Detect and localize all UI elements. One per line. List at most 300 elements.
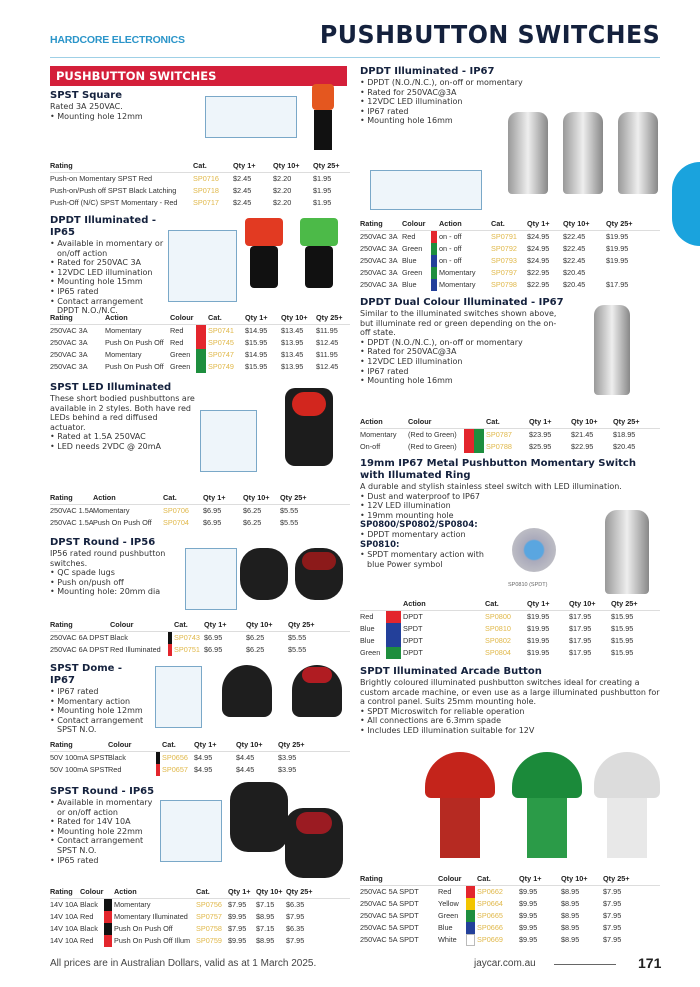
table-cell: $9.95 xyxy=(519,923,538,932)
feature-item: • Rated for 250VAC@3A xyxy=(360,88,540,98)
table-cell: $1.95 xyxy=(313,198,332,207)
table-cell: $22.45 xyxy=(563,244,586,253)
table-cell: $2.45 xyxy=(233,186,252,195)
feature-item: • Mounting hole 16mm xyxy=(360,376,565,386)
table-cell: 250VAC 3A xyxy=(360,256,398,265)
colour-swatch xyxy=(466,910,475,922)
table-cell: Red Illuminated xyxy=(110,645,161,654)
table-cell: 250VAC 1.5A xyxy=(50,506,94,515)
table-cell: $5.55 xyxy=(280,518,299,527)
model-subheading: SP0800/SP0802/SP0804: xyxy=(360,520,478,531)
product-photo-red xyxy=(245,218,283,246)
column-header: Rating xyxy=(360,219,383,228)
colour-swatch xyxy=(168,644,172,656)
product-section-spst-dome xyxy=(50,663,150,735)
catalogue-number[interactable]: SP0662 xyxy=(477,887,503,896)
table-cell: $2.45 xyxy=(233,174,252,183)
table-cell: Red xyxy=(80,912,94,921)
feature-item: • All connections are 6.3mm spade xyxy=(360,716,660,726)
table-cell: $7.95 xyxy=(286,912,305,921)
catalogue-number[interactable]: SP0757 xyxy=(196,912,222,921)
table-cell: Blue xyxy=(402,280,417,289)
colour-swatch xyxy=(464,429,484,441)
table-cell: $15.95 xyxy=(245,338,268,347)
table-cell: Push On Push Off xyxy=(114,924,173,933)
section-title: SPST Square xyxy=(50,90,122,101)
column-header xyxy=(464,416,486,428)
catalogue-number[interactable]: SP0745 xyxy=(208,338,234,347)
table-cell: $8.95 xyxy=(561,899,580,908)
section-title: SPDT Illuminated Arcade Button xyxy=(360,666,542,677)
table-row[interactable] xyxy=(50,197,350,209)
feature-item: • Momentary action xyxy=(50,697,150,707)
column-header: Rating xyxy=(50,493,73,502)
table-row[interactable] xyxy=(360,429,660,441)
table-cell: Momentary xyxy=(360,430,397,439)
page-tab-marker xyxy=(672,162,700,246)
catalogue-number[interactable]: SP0759 xyxy=(196,936,222,945)
product-photo-arcade-body xyxy=(607,798,647,858)
table-header-row xyxy=(50,492,350,505)
table-cell: Momentary xyxy=(114,900,151,909)
table-cell: $5.55 xyxy=(288,645,307,654)
table-cell: $6.35 xyxy=(286,924,305,933)
table-cell: Push On Push Off xyxy=(105,338,164,347)
table-cell: $17.95 xyxy=(569,624,592,633)
product-section-dpdt-dual xyxy=(360,297,565,386)
table-row[interactable] xyxy=(360,898,660,910)
product-photo-body xyxy=(314,110,332,150)
column-header: Qty 25+ xyxy=(288,620,315,629)
table-cell: $25.95 xyxy=(529,442,552,451)
catalogue-number[interactable]: SP0704 xyxy=(163,518,189,527)
feature-item: • DPDT (N.O./N.C.), on-off or momentary xyxy=(360,78,540,88)
table-cell: Black xyxy=(110,633,128,642)
section-title: DPDT Illuminated - IP67 xyxy=(360,66,495,77)
column-header: Qty 25+ xyxy=(603,874,630,883)
product-photo-body xyxy=(305,246,333,288)
table-header-row xyxy=(360,873,660,886)
catalogue-number[interactable]: SP0656 xyxy=(162,753,188,762)
table-cell: DPDT xyxy=(403,648,423,657)
table-cell: $8.95 xyxy=(561,935,580,944)
feature-list xyxy=(360,550,500,569)
product-photo-led-cap xyxy=(292,392,326,416)
feature-item: • 19mm mounting hole xyxy=(360,511,500,521)
column-header: Qty 10+ xyxy=(571,417,598,426)
price-table xyxy=(360,218,660,291)
table-cell: Red xyxy=(108,765,122,774)
table-cell: $13.95 xyxy=(281,338,304,347)
catalogue-number[interactable]: SP0788 xyxy=(486,442,512,451)
column-header xyxy=(104,886,114,898)
product-photo-black-round xyxy=(230,782,288,852)
section-description: Rated 3A 250VAC. xyxy=(50,102,123,111)
catalogue-number[interactable]: SP0758 xyxy=(196,924,222,933)
table-row[interactable] xyxy=(360,934,660,946)
price-table xyxy=(50,160,350,209)
table-cell: Yellow xyxy=(438,899,459,908)
table-cell: Momentary xyxy=(439,280,476,289)
dimension-diagram xyxy=(205,96,297,138)
feature-item: • Contact arrangement SPST N.O. xyxy=(50,836,155,855)
table-cell: on - off xyxy=(439,244,462,253)
column-header: Qty 10+ xyxy=(236,740,263,749)
table-cell: $6.25 xyxy=(246,645,265,654)
column-header: Qty 1+ xyxy=(519,874,542,883)
column-header: Cat. xyxy=(491,219,505,228)
table-cell: $15.95 xyxy=(611,612,634,621)
column-header: Qty 10+ xyxy=(243,493,270,502)
table-cell: $13.45 xyxy=(281,350,304,359)
colour-swatch xyxy=(464,441,484,453)
feature-item: • Includes LED illumination suitable for 12V xyxy=(360,726,660,736)
table-cell: $7.95 xyxy=(603,887,622,896)
table-cell: $6.25 xyxy=(243,506,262,515)
section-description: These short bodied pushbuttons are available in 2 styles. Both have red LEDs behind a red diffused actuator. xyxy=(50,394,195,432)
table-cell: $19.95 xyxy=(606,244,629,253)
catalogue-number[interactable]: SP0787 xyxy=(486,430,512,439)
catalogue-number[interactable]: SP0706 xyxy=(163,506,189,515)
feature-list xyxy=(50,432,195,451)
table-cell: $4.95 xyxy=(194,753,213,762)
website-link[interactable]: jaycar.com.au xyxy=(474,958,536,969)
table-row[interactable] xyxy=(50,185,350,197)
table-row[interactable] xyxy=(50,935,350,947)
table-cell: Blue xyxy=(438,923,453,932)
table-row[interactable] xyxy=(360,255,660,267)
catalogue-number[interactable]: SP0666 xyxy=(477,923,503,932)
table-row[interactable] xyxy=(360,231,660,243)
feature-item: • SPDT Microswitch for reliable operation xyxy=(360,707,660,717)
catalogue-number[interactable]: SP0747 xyxy=(208,350,234,359)
table-cell: $22.95 xyxy=(527,280,550,289)
feature-list xyxy=(360,707,660,736)
table-cell: DPDT xyxy=(403,612,423,621)
table-cell: 250VAC 6A DPST xyxy=(50,645,109,654)
table-cell: $19.95 xyxy=(527,648,550,657)
table-cell: $15.95 xyxy=(611,648,634,657)
table-row[interactable] xyxy=(50,173,350,185)
catalogue-number[interactable]: SP0792 xyxy=(491,244,517,253)
catalogue-number[interactable]: SP0749 xyxy=(208,362,234,371)
catalogue-number[interactable]: SP0798 xyxy=(491,280,517,289)
catalogue-number[interactable]: SP0743 xyxy=(174,633,200,642)
table-cell: $11.95 xyxy=(316,326,338,335)
feature-item: • SPDT momentary action with blue Power symbol xyxy=(360,550,500,569)
table-row[interactable] xyxy=(360,279,660,291)
product-section-spst-led xyxy=(50,382,195,452)
colour-swatch xyxy=(196,337,206,349)
table-header-row xyxy=(50,312,350,325)
column-header: Cat. xyxy=(486,417,500,426)
price-table xyxy=(360,873,660,946)
table-cell: 250VAC 3A xyxy=(50,350,88,359)
table-cell: (Red to Green) xyxy=(408,430,457,439)
column-header xyxy=(431,218,439,230)
column-header: Colour xyxy=(408,417,432,426)
table-cell: $22.45 xyxy=(563,232,586,241)
page-number: 171 xyxy=(638,955,662,971)
table-row[interactable] xyxy=(360,441,660,453)
feature-item: • Mounting hole 12mm xyxy=(50,112,200,122)
catalogue-number[interactable]: SP0657 xyxy=(162,765,188,774)
catalogue-number[interactable]: SP0751 xyxy=(174,645,200,654)
colour-swatch xyxy=(386,623,401,635)
column-header: Qty 25+ xyxy=(286,887,313,896)
feature-item: • 12VDC LED illumination xyxy=(360,357,565,367)
table-cell: $15.95 xyxy=(611,636,634,645)
feature-list xyxy=(50,568,175,597)
product-section-spst-square xyxy=(50,90,200,121)
product-section-dpdt-ip65 xyxy=(50,215,165,316)
feature-item: • IP65 rated xyxy=(50,856,155,866)
table-cell: $24.95 xyxy=(527,256,550,265)
table-cell: $18.95 xyxy=(613,430,636,439)
table-cell: $19.95 xyxy=(606,232,629,241)
table-cell: $7.15 xyxy=(256,924,275,933)
table-cell: $17.95 xyxy=(569,648,592,657)
product-section-dpst-round xyxy=(50,537,175,597)
table-cell: $4.45 xyxy=(236,753,255,762)
feature-item: • Mounting hole 16mm xyxy=(360,116,540,126)
section-description: Similar to the illuminated switches shown above, but illuminate red or green depending on the on-off state. xyxy=(360,309,557,338)
product-section-metal-19mm xyxy=(360,458,660,588)
column-header: Qty 10+ xyxy=(281,313,308,322)
feature-item: • DPDT (N.O./N.C.), on-off or momentary xyxy=(360,338,565,348)
column-header: Qty 1+ xyxy=(527,599,550,608)
colour-swatch xyxy=(431,267,437,279)
table-row[interactable] xyxy=(50,517,350,529)
catalogue-number[interactable]: SP0718 xyxy=(193,186,219,195)
table-row[interactable] xyxy=(360,635,660,647)
catalogue-number[interactable]: SP0664 xyxy=(477,899,503,908)
feature-item: • Mounting hole 12mm xyxy=(50,706,150,716)
table-row[interactable] xyxy=(50,764,350,776)
table-cell: $9.95 xyxy=(519,899,538,908)
catalogue-number[interactable]: SP0800 xyxy=(485,612,511,621)
table-header-row xyxy=(360,598,660,611)
table-row[interactable] xyxy=(360,623,660,635)
catalogue-number[interactable]: SP0665 xyxy=(477,911,503,920)
product-photo-arcade-body xyxy=(527,798,567,858)
table-cell xyxy=(606,267,646,279)
table-cell: $7.95 xyxy=(286,936,305,945)
dimension-diagram xyxy=(168,230,237,302)
table-cell: $2.20 xyxy=(273,186,292,195)
table-cell: On-off xyxy=(360,442,381,451)
table-cell: $7.95 xyxy=(603,923,622,932)
column-header xyxy=(360,598,386,610)
table-cell: $6.95 xyxy=(204,645,223,654)
section-title: SPST LED Illuminated xyxy=(50,382,172,393)
table-cell: $7.95 xyxy=(603,911,622,920)
table-cell: $22.95 xyxy=(527,268,550,277)
table-row[interactable] xyxy=(360,267,660,279)
table-row[interactable] xyxy=(50,325,350,337)
table-row[interactable] xyxy=(50,923,350,935)
table-row[interactable] xyxy=(360,910,660,922)
column-header: Rating xyxy=(50,161,73,170)
product-section-spst-round-ip65 xyxy=(50,786,155,865)
table-cell: $12.45 xyxy=(316,338,339,347)
column-header: Colour xyxy=(80,887,104,896)
table-row[interactable] xyxy=(50,911,350,923)
table-row[interactable] xyxy=(50,644,350,656)
table-cell: $2.45 xyxy=(233,198,252,207)
colour-swatch xyxy=(466,922,475,934)
product-photo-black-dome xyxy=(222,665,272,717)
model-subheading: SP0810: xyxy=(360,539,400,550)
table-row[interactable] xyxy=(360,647,660,659)
table-row[interactable] xyxy=(50,505,350,517)
colour-swatch xyxy=(431,279,437,291)
section-description: IP56 rated round pushbutton switches. xyxy=(50,549,166,568)
colour-swatch xyxy=(386,635,401,647)
colour-swatch xyxy=(196,325,206,337)
table-cell: Blue xyxy=(360,636,375,645)
table-cell: $4.95 xyxy=(194,765,213,774)
table-row[interactable] xyxy=(360,611,660,623)
feature-list xyxy=(50,687,150,735)
table-cell: Blue xyxy=(402,256,417,265)
price-note: All prices are in Australian Dollars, valid as at 1 March 2025. xyxy=(50,958,317,969)
page-title: PUSHBUTTON SWITCHES xyxy=(319,20,660,49)
table-cell: $19.95 xyxy=(527,636,550,645)
column-header: Qty 25+ xyxy=(280,493,307,502)
table-cell: $1.95 xyxy=(313,174,332,183)
table-cell: Green xyxy=(170,350,191,359)
table-row[interactable] xyxy=(360,886,660,898)
section-title: 19mm IP67 Metal Pushbutton Momentary Switch with Illumated Ring xyxy=(360,458,636,481)
column-header: Rating xyxy=(50,740,73,749)
table-cell: on - off xyxy=(439,256,462,265)
feature-item: • Available in momentary or on/off action xyxy=(50,239,165,258)
catalogue-number[interactable]: SP0669 xyxy=(477,935,503,944)
colour-swatch xyxy=(466,934,475,946)
product-photo-green xyxy=(300,218,338,246)
feature-item: • 12VDC LED illumination xyxy=(50,268,165,278)
table-cell: Black xyxy=(80,900,98,909)
catalogue-number[interactable]: SP0810 xyxy=(485,624,511,633)
table-cell: $19.95 xyxy=(606,256,629,265)
feature-item: • LED needs 2VDC @ 20mA xyxy=(50,442,195,452)
colour-swatch xyxy=(466,898,475,910)
section-title: DPST Round - IP56 xyxy=(50,537,156,548)
table-cell: $12.45 xyxy=(316,362,339,371)
catalogue-number[interactable]: SP0756 xyxy=(196,900,222,909)
table-cell: 250VAC 3A xyxy=(360,232,398,241)
catalogue-number[interactable]: SP0717 xyxy=(193,198,219,207)
column-header: Cat. xyxy=(174,620,188,629)
table-row[interactable] xyxy=(360,243,660,255)
table-cell: $20.45 xyxy=(563,280,586,289)
table-header-row xyxy=(360,218,660,231)
catalogue-number[interactable]: SP0791 xyxy=(491,232,517,241)
table-cell: 250VAC 5A SPDT xyxy=(360,887,419,896)
column-header: Qty 10+ xyxy=(256,887,283,896)
column-header: Action xyxy=(105,313,128,322)
column-header: Cat. xyxy=(193,161,207,170)
column-header: Rating xyxy=(360,874,383,883)
table-row[interactable] xyxy=(360,922,660,934)
column-header: Rating xyxy=(50,620,73,629)
feature-item: • Rated for 250VAC 3A xyxy=(50,258,165,268)
table-cell: $6.25 xyxy=(243,518,262,527)
table-row[interactable] xyxy=(50,337,350,349)
table-cell: Black xyxy=(80,924,98,933)
table-row[interactable] xyxy=(50,361,350,373)
colour-swatch xyxy=(156,752,160,764)
price-table xyxy=(50,739,350,776)
feature-item: • QC spade lugs xyxy=(50,568,175,578)
table-header-row xyxy=(50,739,350,752)
column-header: Qty 1+ xyxy=(233,161,256,170)
catalogue-number[interactable]: SP0804 xyxy=(485,648,511,657)
table-row[interactable] xyxy=(50,899,350,911)
table-cell: $19.95 xyxy=(527,624,550,633)
catalogue-number[interactable]: SP0741 xyxy=(208,326,234,335)
column-header: Colour xyxy=(438,874,462,883)
feature-item: • Rated at 1.5A 250VAC xyxy=(50,432,195,442)
table-row[interactable] xyxy=(50,632,350,644)
column-header: Qty 25+ xyxy=(606,219,633,228)
table-cell: $7.95 xyxy=(603,935,622,944)
column-header: Qty 1+ xyxy=(228,887,251,896)
table-cell: Red xyxy=(438,887,452,896)
colour-swatch xyxy=(386,611,401,623)
product-section-arcade xyxy=(360,666,660,736)
table-cell: $4.45 xyxy=(236,765,255,774)
table-row[interactable] xyxy=(50,349,350,361)
table-cell: Red xyxy=(360,612,374,621)
colour-swatch xyxy=(431,255,437,267)
column-header: Qty 25+ xyxy=(278,740,305,749)
catalogue-number[interactable]: SP0797 xyxy=(491,268,517,277)
feature-item: • IP65 rated xyxy=(50,287,165,297)
column-header: Qty 10+ xyxy=(561,874,588,883)
feature-item: • IP67 rated xyxy=(50,687,150,697)
catalogue-number[interactable]: SP0793 xyxy=(491,256,517,265)
table-cell: $15.95 xyxy=(611,624,634,633)
table-cell: $7.15 xyxy=(256,900,275,909)
table-cell: $15.95 xyxy=(245,362,268,371)
feature-list xyxy=(50,112,200,122)
price-table xyxy=(50,886,350,947)
table-cell: 50V 100mA SPST xyxy=(50,765,109,774)
column-header: Cat. xyxy=(162,740,176,749)
colour-swatch xyxy=(104,911,112,923)
product-photo-metal-green xyxy=(563,112,603,194)
feature-item: • Mounting hole 15mm xyxy=(50,277,165,287)
product-section-dpdt-ip67 xyxy=(360,66,540,126)
colour-swatch xyxy=(104,923,112,935)
column-header: Action xyxy=(114,887,137,896)
table-cell: $6.95 xyxy=(204,633,223,642)
column-header xyxy=(466,873,477,885)
catalogue-number[interactable]: SP0802 xyxy=(485,636,511,645)
feature-item: • IP67 rated xyxy=(360,107,540,117)
product-photo-arcade-red xyxy=(425,752,495,798)
feature-item: • IP67 rated xyxy=(360,367,565,377)
table-row[interactable] xyxy=(50,752,350,764)
catalogue-number[interactable]: SP0716 xyxy=(193,174,219,183)
colour-swatch xyxy=(104,899,112,911)
table-cell: 250VAC 1.5A xyxy=(50,518,94,527)
table-cell: SPDT xyxy=(403,624,423,633)
column-header: Cat. xyxy=(196,887,210,896)
table-cell: Push On Push Off Illum xyxy=(114,936,191,945)
